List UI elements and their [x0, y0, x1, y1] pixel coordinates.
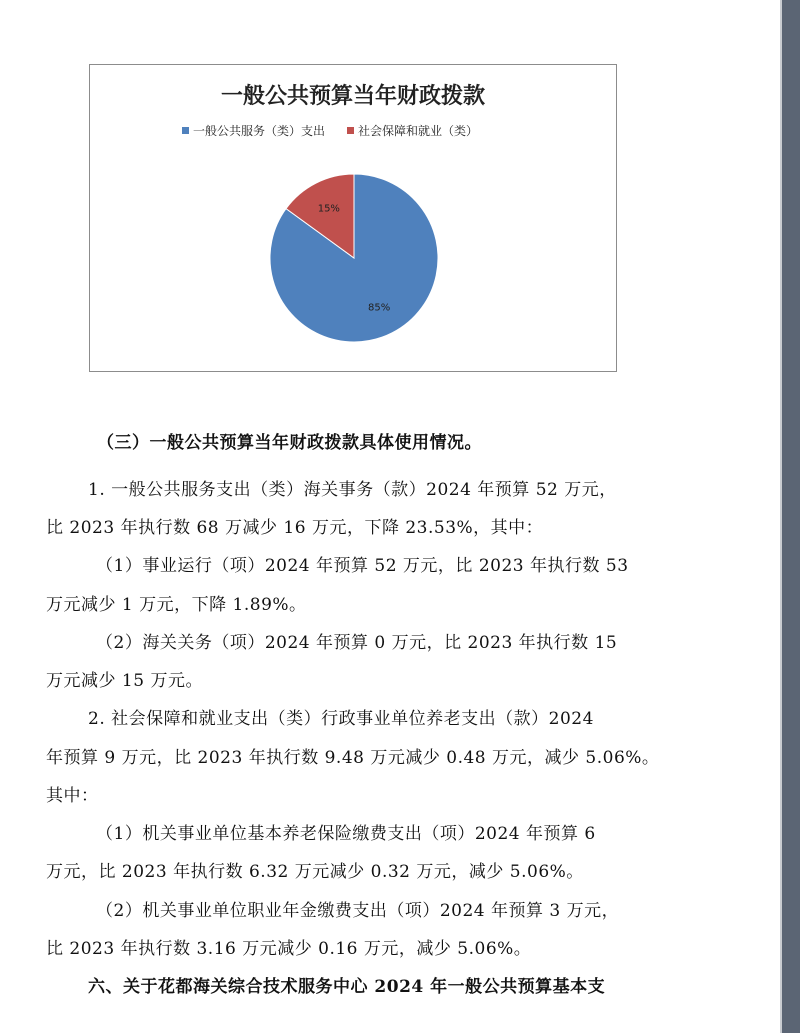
paragraph-line: （2）海关关务（项）2024 年预算 0 万元，比 2023 年执行数 15 [96, 633, 618, 653]
paragraph-line: 比 2023 年执行数 68 万减少 16 万元，下降 23.53%，其中： [46, 518, 544, 538]
paragraph-line: （1）机关事业单位基本养老保险缴费支出（项）2024 年预算 6 [96, 824, 596, 844]
paragraph-line: 比 2023 年执行数 3.16 万元减少 0.16 万元，减少 5.06%。 [46, 939, 532, 959]
pie-chart [90, 65, 616, 371]
section-heading-6: 六、关于花都海关综合技术服务中心 2024 年一般公共预算基本支 [88, 977, 606, 997]
paragraph-line: 万元减少 15 万元。 [46, 671, 203, 691]
pie-chart-frame [89, 64, 617, 372]
paragraph-line: 2. 社会保障和就业支出（类）行政事业单位养老支出（款）2024 [88, 709, 594, 729]
section-heading-3: （三）一般公共预算当年财政拨款具体使用情况。 [97, 433, 482, 453]
paragraph-line: （2）机关事业单位职业年金缴费支出（项）2024 年预算 3 万元， [96, 901, 620, 921]
paragraph-line: 年预算 9 万元，比 2023 年执行数 9.48 万元减少 0.48 万元，减少 5.06%。 [46, 748, 660, 768]
paragraph-line: （1）事业运行（项）2024 年预算 52 万元，比 2023 年执行数 53 [96, 556, 629, 576]
window-scrollbar-track[interactable] [782, 0, 800, 1033]
legend-label-public-services: 一般公共服务（类）支出 [193, 124, 326, 138]
paragraph-line: 其中： [46, 786, 99, 806]
pie-label-social-security: 15% [317, 203, 340, 215]
paragraph-line: 万元减少 1 万元，下降 1.89%。 [46, 595, 307, 615]
paragraph-line: 万元，比 2023 年执行数 6.32 万元减少 0.32 万元，减少 5.06%。 [46, 862, 584, 882]
paragraph-line: 1. 一般公共服务支出（类）海关事务（款）2024 年预算 52 万元， [88, 480, 617, 500]
chart-title: 一般公共预算当年财政拨款 [220, 84, 485, 109]
legend-label-social-security: 社会保障和就业（类） [358, 124, 479, 138]
pie-label-public-services: 85% [368, 302, 391, 314]
